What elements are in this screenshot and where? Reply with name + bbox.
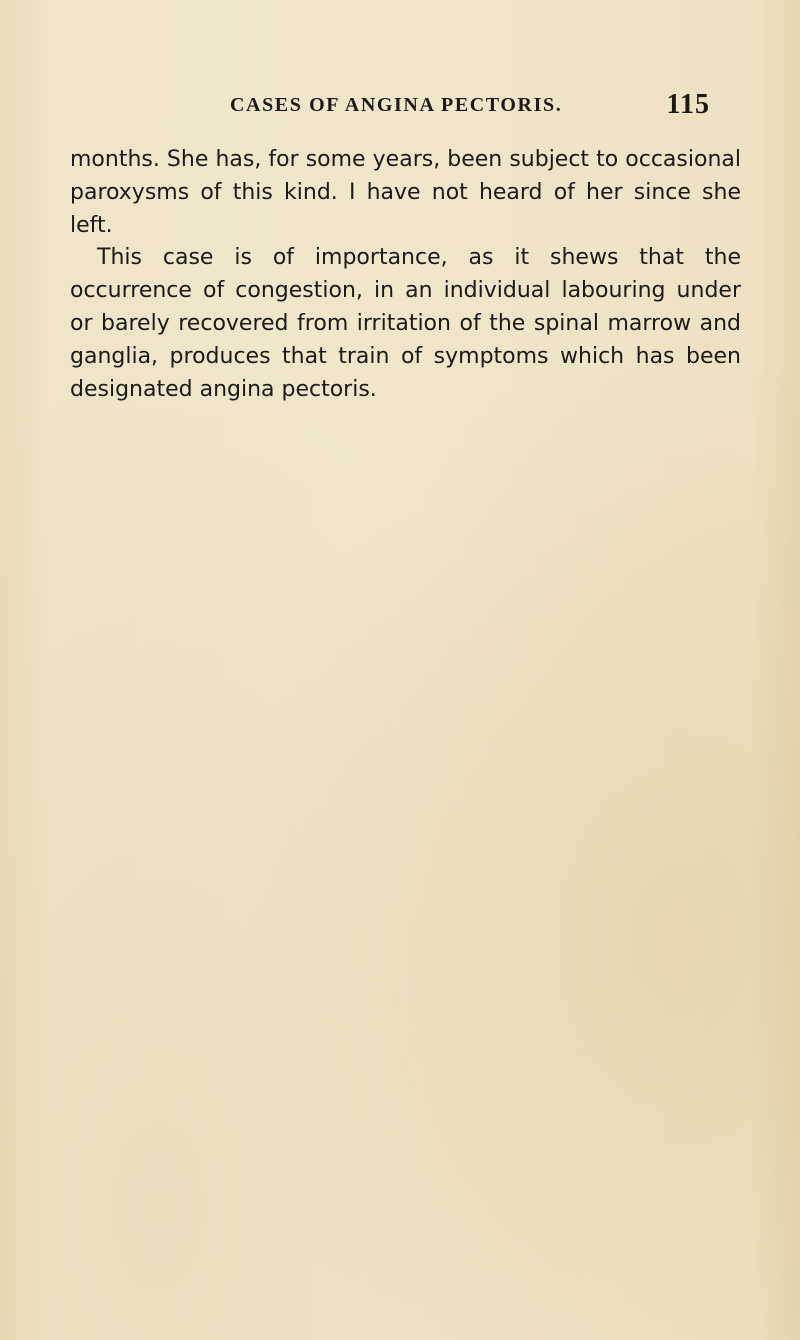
paragraph-case-importance: This case is of importance, as it shews that the occurrence of congestion, in an individual labouring under or barely recovered from irritation of the spinal marrow and ganglia, produces that train of symptoms which has been designated angina pectoris. [70,245,741,402]
running-head [230,89,710,125]
running-head-title: CASES OF ANGINA PECTORIS. [230,94,563,116]
page-number: 115 [666,89,710,120]
body-text [70,144,741,406]
paragraph-continuation: months. She has, for some years, been subject to occasional paroxysms of this kind. I have not heard of her since she left. [70,147,741,238]
